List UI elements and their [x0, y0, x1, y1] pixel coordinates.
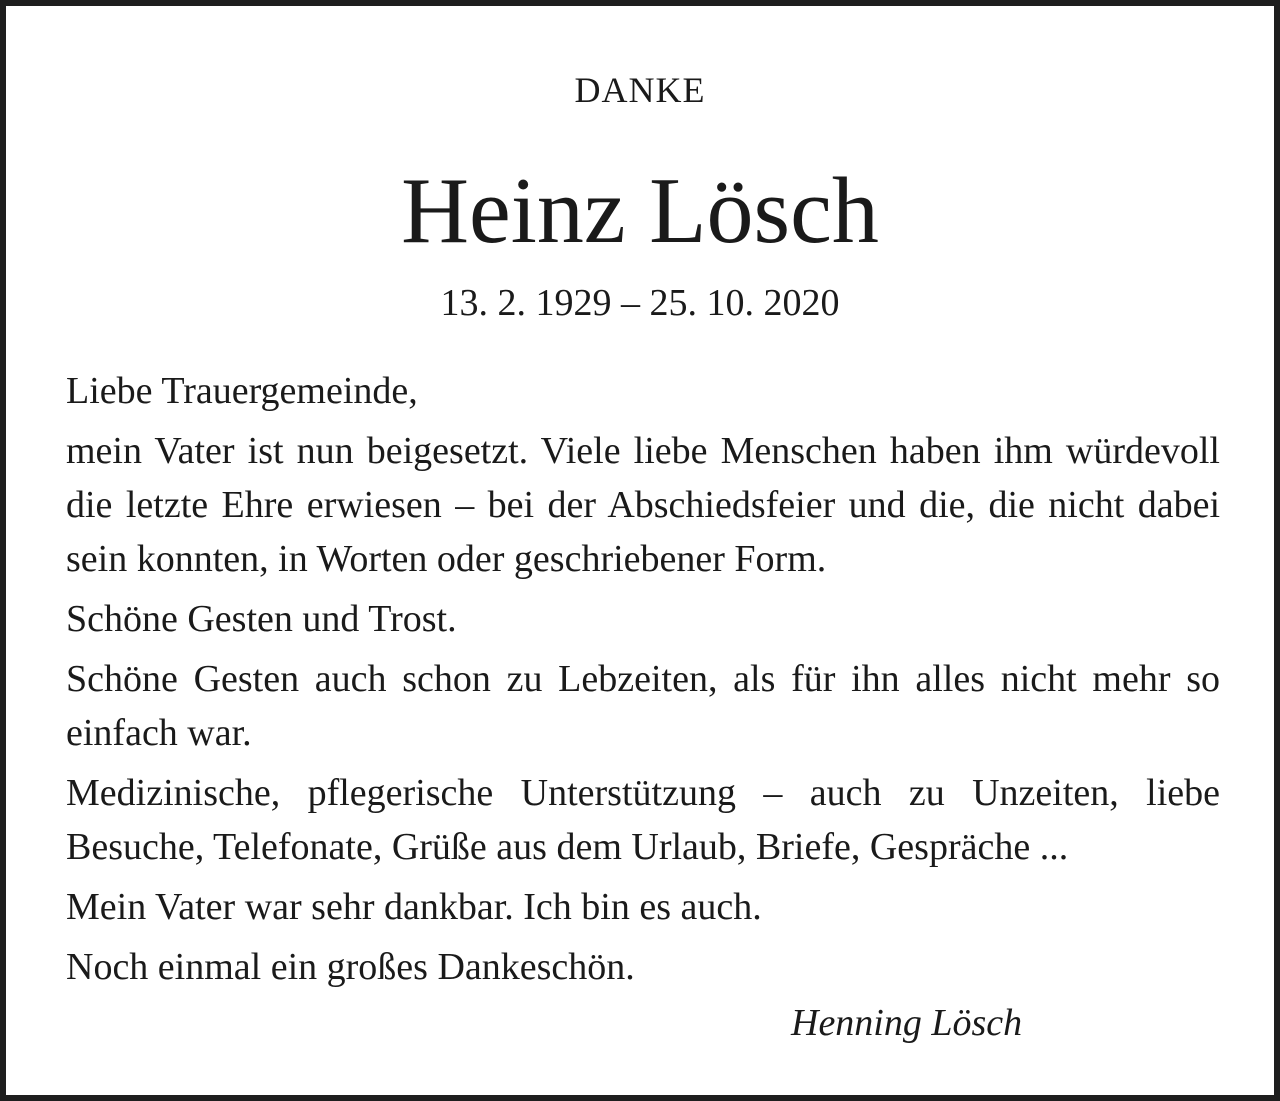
salutation: Liebe Trauergemeinde, — [66, 370, 418, 412]
deceased-name: Heinz Lösch — [401, 159, 879, 263]
notice-kicker: DANKE — [574, 70, 706, 110]
paragraph-gratitude: Mein Vater war sehr dankbar. Ich bin es auch. — [66, 886, 762, 928]
signature: Henning Lösch — [791, 1002, 1023, 1044]
paragraph-thanks: mein Vater ist nun beigesetzt. Viele liebe Menschen haben ihm würdevoll die letzte Ehre erwiesen – bei der Abschiedsfeier und die, die nicht dabei sein konnten, in Worten oder geschriebener Form. — [66, 430, 1220, 580]
notice-body — [66, 364, 1220, 1000]
paragraph-closing: Noch einmal ein großes Dankeschön. — [66, 946, 635, 988]
paragraph-lifetime: Schöne Gesten auch schon zu Lebzeiten, als für ihn alles nicht mehr so einfach war. — [66, 658, 1220, 754]
life-dates: 13. 2. 1929 – 25. 10. 2020 — [440, 282, 840, 324]
paragraph-gestures: Schöne Gesten und Trost. — [66, 598, 457, 640]
paragraph-support: Medizinische, pflegerische Unterstützung – auch zu Unzeiten, liebe Besuche, Telefonate, Grüße aus dem Urlaub, Briefe, Gespräche ... — [66, 772, 1220, 868]
